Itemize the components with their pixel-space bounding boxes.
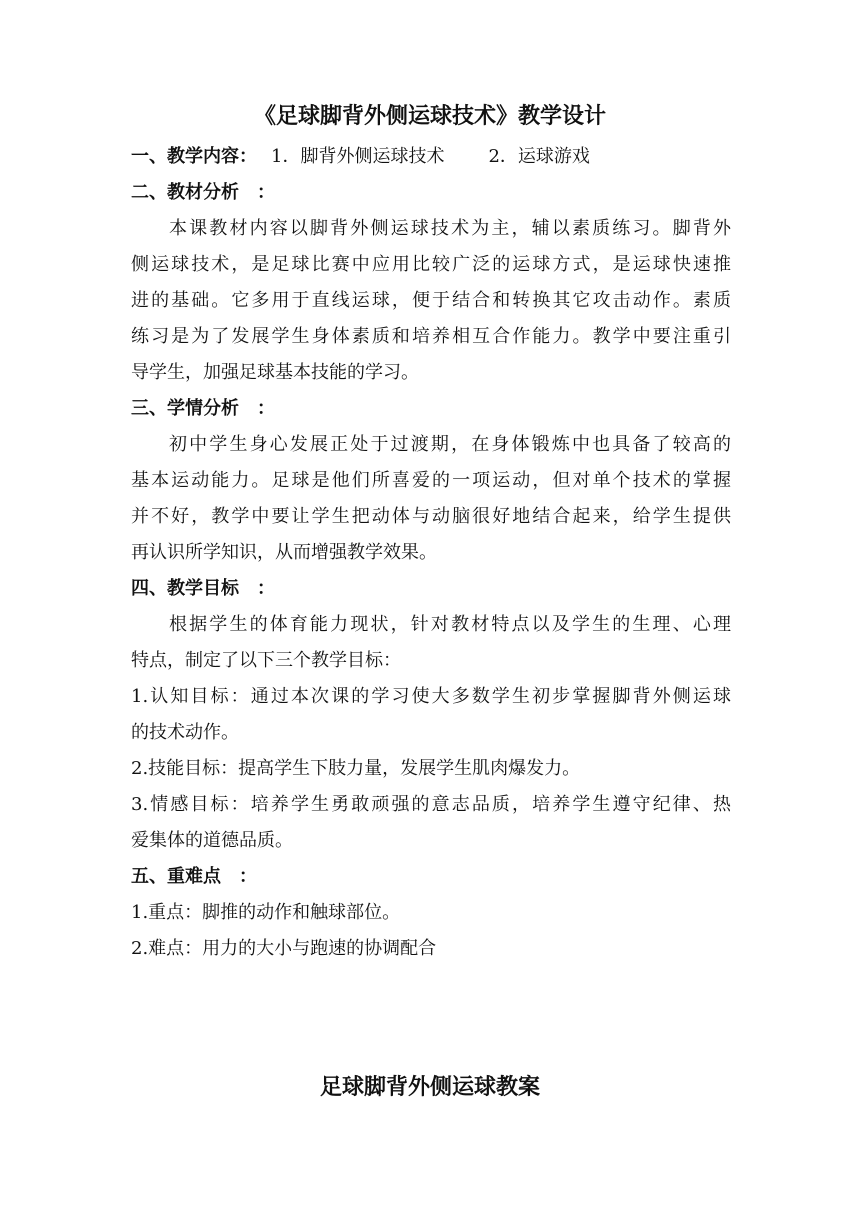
goal-line: 2.技能目标：提高学生下肢力量，发展学生肌肉爆发力。 (131, 758, 581, 779)
content-item-1: 1．脚背外侧运球技术 (271, 146, 445, 167)
section-heading-text: 二、教材分析 (131, 182, 239, 203)
paragraph-line: 根据学生的体育能力现状，针对教材特点以及学生的生理、心理 (169, 614, 731, 635)
section-heading: 一、教学内容： (131, 146, 257, 167)
lesson-plan-title: 足球脚背外侧运球教案 (319, 1074, 540, 1100)
content-item-2: 2．运球游戏 (488, 146, 590, 167)
goal-line: 1.认知目标：通过本次课的学习使大多数学生初步掌握脚背外侧运球 (131, 686, 731, 707)
section-heading-colon: ： (257, 578, 275, 599)
paragraph-line: 并不好，教学中要让学生把动体与动脑很好地结合起来，给学生提供 (131, 506, 731, 527)
section-heading-student-analysis (131, 391, 731, 427)
paragraph-line: 特点，制定了以下三个教学目标： (131, 650, 401, 671)
key-point-line: 1.重点：脚推的动作和触球部位。 (131, 902, 401, 923)
goal-line: 的技术动作。 (131, 722, 239, 743)
section-heading-text: 四、教学目标 (131, 578, 239, 599)
paragraph-line: 基本运动能力。足球是他们所喜爱的一项运动，但对单个技术的掌握 (131, 470, 731, 491)
section-heading-text: 五、重难点 (131, 866, 221, 887)
section-heading-colon: ： (239, 866, 257, 887)
section-heading-colon: ： (257, 398, 275, 419)
paragraph-line: 侧运球技术，是足球比赛中应用比较广泛的运球方式，是运球快速推 (131, 254, 731, 275)
document-title: 《足球脚背外侧运球技术》教学设计 (253, 103, 606, 129)
paragraph-line: 进的基础。它多用于直线运球，便于结合和转换其它攻击动作。素质 (131, 290, 731, 311)
section-heading-colon: ： (257, 182, 275, 203)
paragraph-line: 初中学生身心发展正处于过渡期，在身体锻炼中也具备了较高的 (169, 434, 731, 455)
section-heading-key-difficult-points (131, 859, 731, 895)
section-teaching-content (131, 139, 731, 175)
section-heading-material-analysis (131, 175, 731, 211)
key-point-line: 2.难点：用力的大小与跑速的协调配合 (131, 938, 437, 959)
goal-line: 3.情感目标：培养学生勇敢顽强的意志品质，培养学生遵守纪律、热 (131, 794, 731, 815)
goal-line: 爱集体的道德品质。 (131, 830, 293, 851)
paragraph-line: 再认识所学知识，从而增强教学效果。 (131, 542, 437, 563)
section-heading-teaching-goals (131, 571, 731, 607)
paragraph-line: 本课教材内容以脚背外侧运球技术为主，辅以素质练习。脚背外 (169, 218, 731, 239)
paragraph-line: 导学生，加强足球基本技能的学习。 (131, 362, 419, 383)
paragraph-line: 练习是为了发展学生身体素质和培养相互合作能力。教学中要注重引 (131, 326, 731, 347)
section-heading-text: 三、学情分析 (131, 398, 239, 419)
document-body (131, 139, 731, 967)
